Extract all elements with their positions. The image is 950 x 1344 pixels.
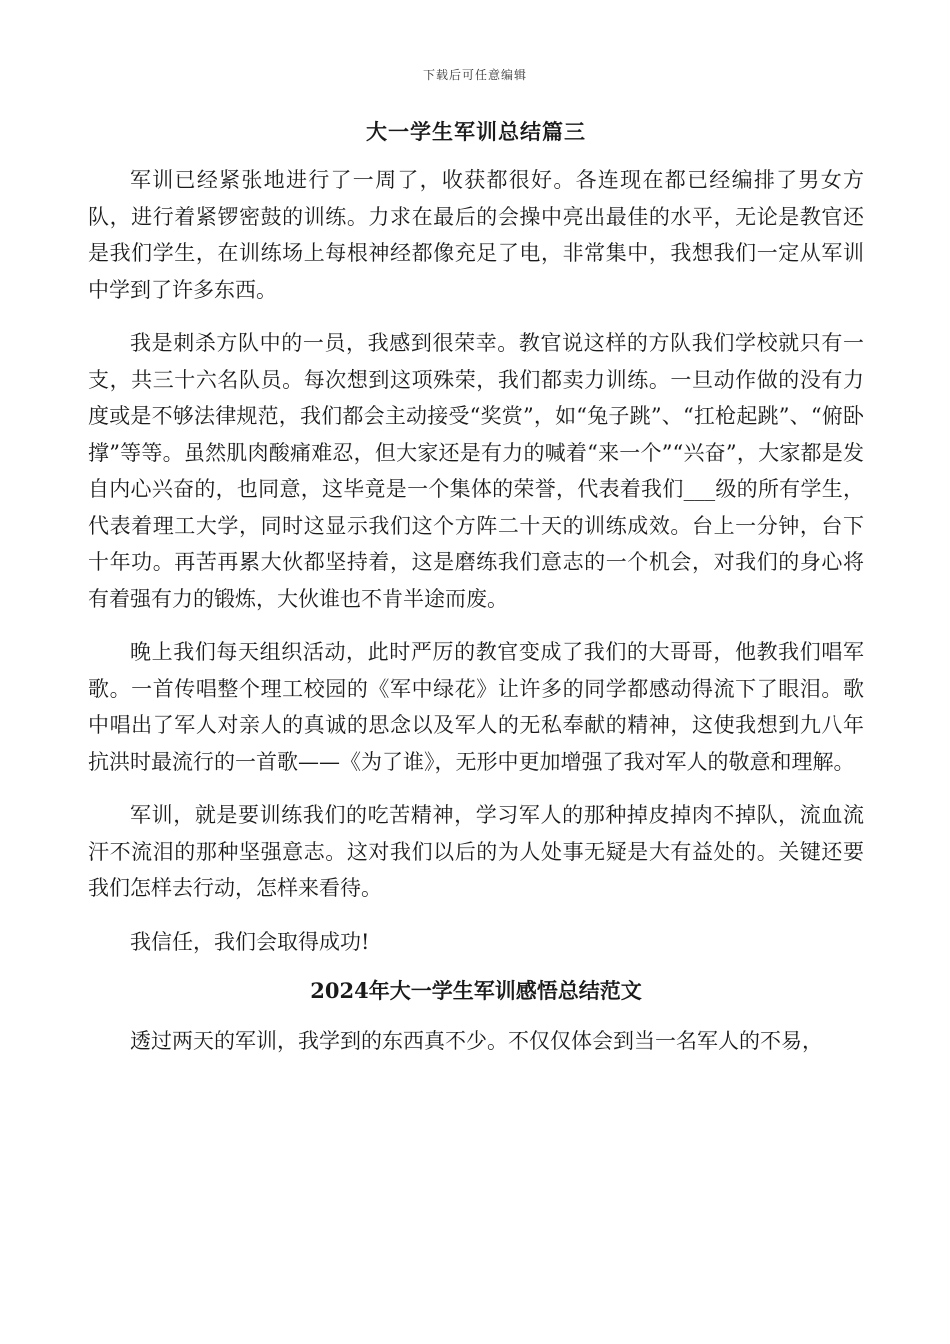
document-body xyxy=(88,118,864,1077)
article-paragraph: 我信任，我们会取得成功! xyxy=(130,929,370,954)
section-paragraph: 透过两天的军训，我学到的东西真不少。不仅仅体会到当一名军人的不易， xyxy=(130,1029,823,1053)
article-title: 大一学生军训总结篇三 xyxy=(366,119,586,144)
article-paragraph: 我是刺杀方队中的一员，我感到很荣幸。教官说这样的方队我们学校就只有一支，共三十六名队员。每次想到这项殊荣，我们都卖力训练。一旦动作做的没有力度或是不够法律规范，我们都会主动接受“奖赏”，如“兔子跳”、“扛枪起跳”、“俯卧撑”等等。虽然肌肉酸痛难忍，但大家还是有力的喊着“来一个”“兴奋”，大家都是发自内心兴奋的，也同意，这毕竟是一个集体的荣誉，代表着我们___级的所有学生，代表着理工大学，同时这显示我们这个方阵二十天的训练成效。台上一分钟，台下十年功。再苦再累大伙都坚持着，这是磨练我们意志的一个机会，对我们的身心将有着强有力的锻炼，大伙谁也不肯半途而废。 xyxy=(88,331,864,611)
section-title: 2024年大一学生军训感悟总结范文 xyxy=(310,978,642,1003)
article-paragraph: 军训，就是要训练我们的吃苦精神，学习军人的那种掉皮掉肉不掉队，流血流汗不流泪的那种坚强意志。这对我们以后的为人处事无疑是大有益处的。关键还要我们怎样去行动，怎样来看待。 xyxy=(88,803,864,900)
article-paragraph: 军训已经紧张地进行了一周了，收获都很好。各连现在都已经编排了男女方队，进行着紧锣密鼓的训练。力求在最后的会操中亮出最佳的水平，无论是教官还是我们学生，在训练场上每根神经都像充足了电，非常集中，我想我们一定从军训中学到了许多东西。 xyxy=(88,168,864,302)
article-paragraph: 晚上我们每天组织活动，此时严厉的教官变成了我们的大哥哥，他教我们唱军歌。一首传唱整个理工校园的《军中绿花》让许多的同学都感动得流下了眼泪。歌中唱出了军人对亲人的真诚的思念以及军人的无私奉献的精神，这使我想到九八年抗洪时最流行的一首歌——《为了谁》，无形中更加增强了我对军人的敬意和理解。 xyxy=(88,640,864,774)
page-header-note: 下载后可任意编辑 xyxy=(422,68,527,82)
